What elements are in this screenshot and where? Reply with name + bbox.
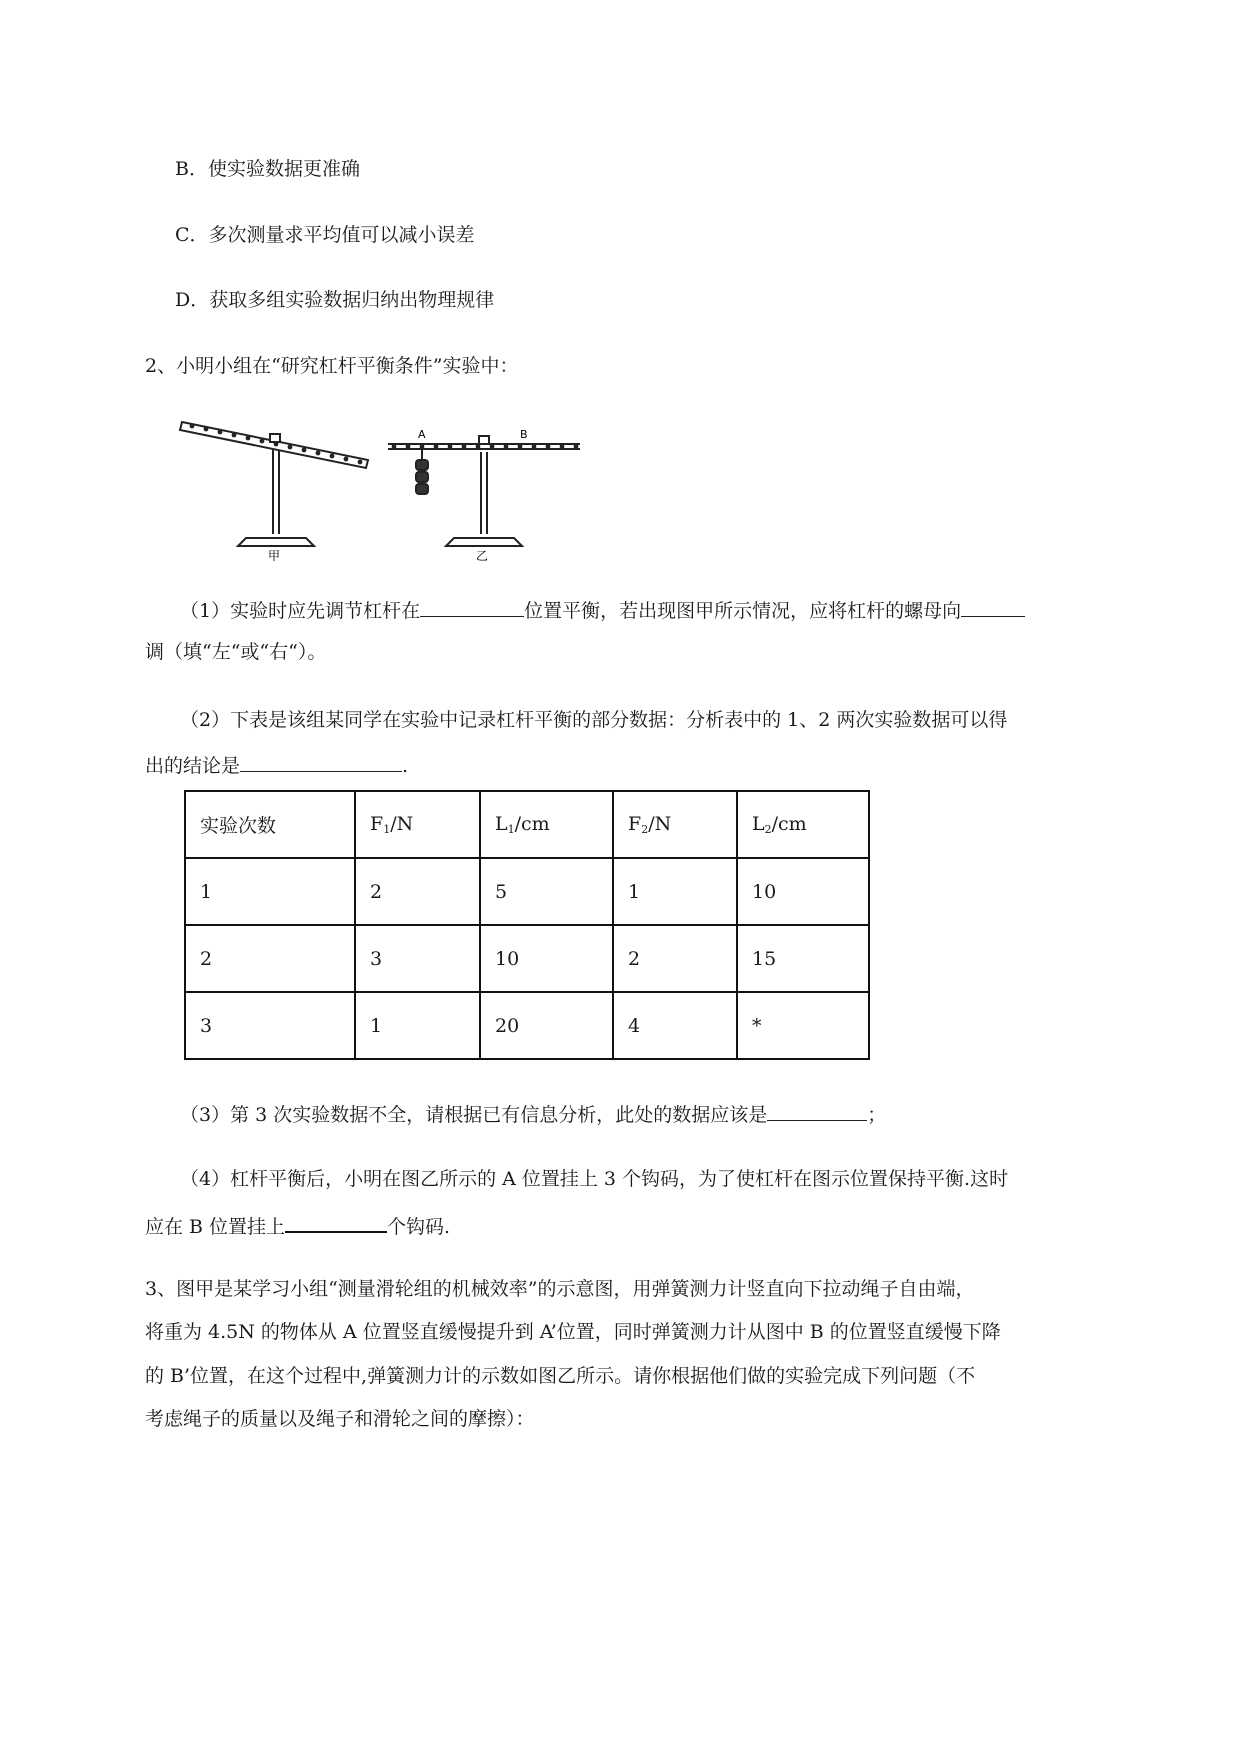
q2-stem: 2、小明小组在“研究杠杆平衡条件”实验中： (145, 355, 519, 377)
answer-blank-3[interactable] (240, 751, 402, 772)
q2-part4-text-c: 个钩码. (387, 1216, 451, 1238)
option-c: C．多次测量求平均值可以减小误差 (175, 224, 475, 246)
table-cell: 2 (613, 925, 737, 992)
q3-line2: 将重为 4.5N 的物体从 A 位置竖直缓慢提升到 A’位置，同时弹簧测力计从图中 B 的位置竖直缓慢下降 (145, 1321, 1001, 1343)
answer-blank-4[interactable] (767, 1100, 867, 1121)
data-table (184, 790, 870, 1060)
lever-figure (178, 408, 598, 572)
q2-part3-end: ； (867, 1104, 887, 1126)
q3-line4: 考虑绳子的质量以及绳子和滑轮之间的摩擦）： (145, 1408, 535, 1430)
table-cell: 10 (737, 858, 869, 925)
table-cell: 4 (613, 992, 737, 1059)
header-cell: $F_2/N$ (613, 791, 737, 858)
point-b-label: B (520, 428, 528, 441)
table-cell: 5 (480, 858, 613, 925)
answer-blank-1[interactable] (420, 596, 524, 617)
q2-part1-line2: 调（填“左“或“右“）。 (145, 641, 327, 663)
q2-part2-line1: （2）下表是该组某同学在实验中记录杠杆平衡的部分数据：分析表中的 1、2 两次实验数据可以得 (180, 709, 1008, 731)
q2-part3-text: （3）第 3 次实验数据不全，请根据已有信息分析，此处的数据应该是 (180, 1104, 768, 1126)
q2-part1-line1 (180, 596, 1025, 623)
q3-line1: 3、图甲是某学习小组“测量滑轮组的机械效率”的示意图，用弹簧测力计竖直向下拉动绳子自由端， (145, 1278, 975, 1300)
header-cell: $L_2/cm$ (737, 791, 869, 858)
answer-blank-2[interactable] (961, 596, 1025, 617)
figure-jia-label: 甲 (268, 549, 281, 563)
option-b: B．使实验数据更准确 (175, 158, 360, 180)
table-row (185, 992, 869, 1059)
table-cell: 15 (737, 925, 869, 992)
q2-part1-text-a: （1）实验时应先调节杠杆在 (180, 600, 421, 622)
lever-jia (180, 422, 368, 546)
option-d: D．获取多组实验数据归纳出物理规律 (175, 289, 495, 311)
q3-line3: 的 B’位置，在这个过程中,弹簧测力计的示数如图乙所示。请你根据他们做的实验完成下列问题（不 (145, 1365, 976, 1387)
lever-yi (388, 436, 580, 546)
header-cell: $L_1/cm$ (480, 791, 613, 858)
table-row (185, 925, 869, 992)
q2-part2-end: . (402, 755, 409, 777)
table-cell: 1 (613, 858, 737, 925)
q2-part1-text-b: 位置平衡，若出现图甲所示情况，应将杠杆的螺母向 (524, 600, 962, 622)
point-a-label: A (418, 428, 426, 441)
q2-part4-text-b: 应在 B 位置挂上 (145, 1216, 286, 1238)
q2-part2-line2 (145, 751, 408, 778)
table-cell: 2 (185, 925, 355, 992)
table-cell: 3 (185, 992, 355, 1059)
q2-part4-line1: （4）杠杆平衡后，小明在图乙所示的 A 位置挂上 3 个钩码，为了使杠杆在图示位置保持平衡.这时 (180, 1168, 1009, 1190)
table-cell: 10 (480, 925, 613, 992)
table-cell: 2 (355, 858, 480, 925)
q2-part3-line (180, 1100, 886, 1127)
lever-diagram (178, 408, 598, 568)
q2-part2-text-b: 出的结论是 (145, 755, 241, 777)
figure-yi-label: 乙 (476, 549, 489, 563)
table-cell: * (737, 992, 869, 1059)
q2-part4-line2 (145, 1211, 450, 1239)
table-row (185, 858, 869, 925)
table-cell: 1 (355, 992, 480, 1059)
table-header-row (185, 791, 869, 858)
answer-blank-5[interactable] (285, 1211, 387, 1233)
header-cell: $F_1/N$ (355, 791, 480, 858)
table-cell: 1 (185, 858, 355, 925)
table-cell: 3 (355, 925, 480, 992)
table-cell: 20 (480, 992, 613, 1059)
header-cell: 实验次数 (185, 791, 355, 858)
